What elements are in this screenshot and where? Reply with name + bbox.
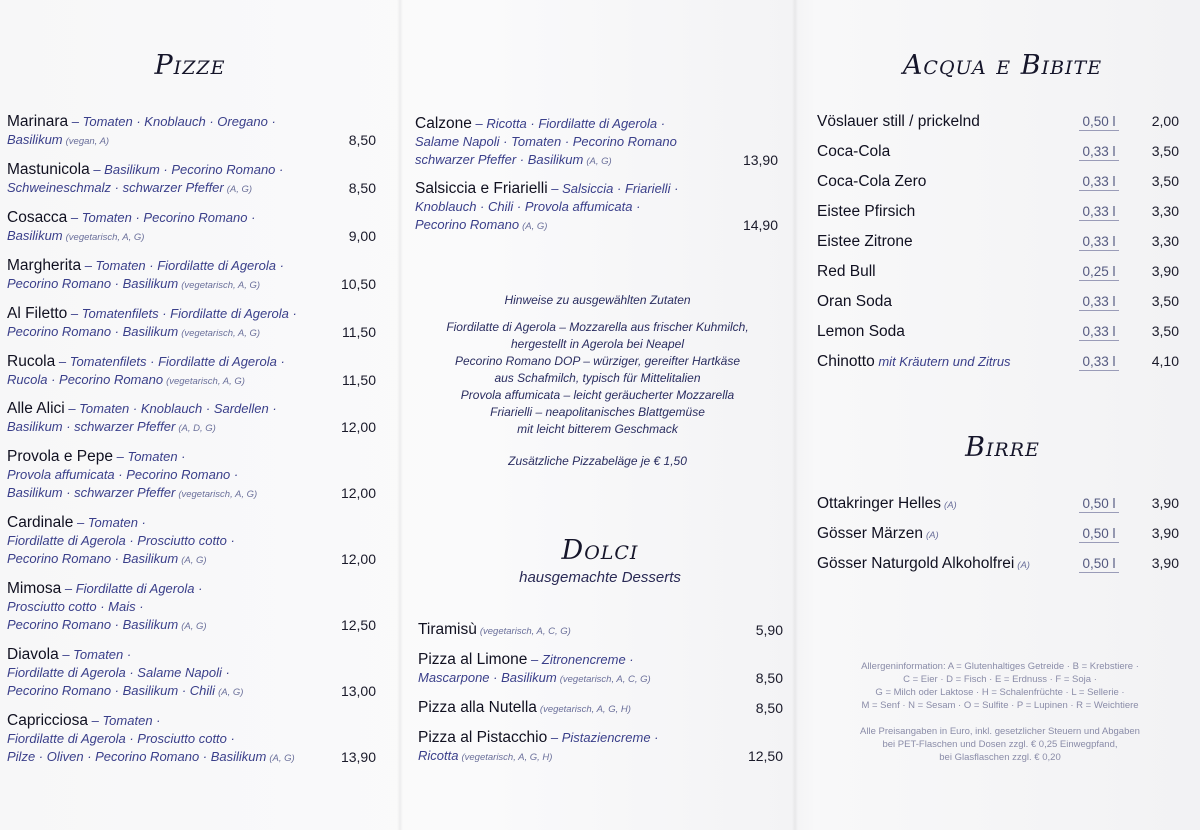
drink-name (817, 143, 890, 161)
menu-item-line (7, 748, 367, 768)
menu-item-name: Rucola (7, 353, 56, 370)
drink-price: 4,10 (1151, 353, 1179, 369)
extra-toppings-note: Zusätzliche Pizzabeläge je € 1,50 (508, 454, 687, 468)
menu-item-line (7, 616, 367, 636)
menu-item-line (7, 323, 367, 343)
menu-item-price: 12,00 (340, 485, 376, 501)
drink-price: 3,50 (1151, 293, 1179, 309)
menu-item (7, 113, 367, 151)
menu-item-name: Margherita (7, 257, 82, 274)
menu-item-price: 8,50 (755, 670, 783, 686)
menu-item-description: Pilze · Oliven · Pecorino Romano · Basilikum (7, 749, 267, 764)
menu-item-description: Provola affumicata · Pecorino Romano · (7, 467, 239, 482)
menu-item-price: 10,50 (340, 276, 376, 292)
menu-item (7, 305, 367, 343)
menu-item-description: – Basilikum · Pecorino Romano · (89, 162, 284, 177)
page-fold-left (397, 0, 403, 830)
drink-name-text: Ottakringer Helles (817, 495, 942, 512)
menu-item-description: Basilikum · schwarzer Pfeffer (7, 419, 176, 434)
menu-item-description: – Zitronencreme · (527, 652, 634, 667)
menu-item-name: Cosacca (7, 209, 68, 226)
menu-item-line (415, 180, 745, 198)
menu-item-line (7, 646, 367, 664)
menu-item-line (7, 682, 367, 702)
menu-item-allergens: (vegan, A) (65, 136, 110, 147)
menu-item-line (7, 466, 367, 484)
menu-item-allergens: (A, G) (218, 687, 244, 698)
drink-name (817, 113, 980, 131)
drink-price: 3,90 (1151, 525, 1179, 541)
menu-item-line (7, 227, 367, 247)
menu-item-line (7, 532, 367, 550)
drink-name-text: Gösser Naturgold Alkoholfrei (817, 555, 1015, 572)
menu-item-description: Pecorino Romano (415, 217, 520, 232)
allergen-info (820, 660, 1180, 712)
allergen-line: M = Senf · N = Sesam · O = Sulfite · P = Lupinen · R = Weichtiere (861, 700, 1139, 711)
drink-row (817, 143, 1179, 165)
menu-item-allergens: (vegetarisch, A, G, H) (539, 704, 631, 715)
drink-row (817, 233, 1179, 255)
menu-item-description: Knoblauch · Chili · Provola affumicata · (415, 199, 641, 214)
drink-name (817, 525, 939, 543)
menu-item-name: Salsiccia e Friarielli (415, 180, 548, 197)
drink-row (817, 173, 1179, 195)
menu-item-line (7, 209, 367, 227)
drink-note: mit Kräutern und Zitrus (874, 354, 1011, 369)
menu-item-line (7, 598, 367, 616)
menu-item-description: – Ricotta · Fiordilatte di Agerola · (471, 116, 666, 131)
drink-name-text: Gösser Märzen (817, 525, 923, 542)
menu-item-allergens: (A, G) (226, 184, 253, 195)
drink-name (817, 353, 1011, 371)
menu-item-price: 8,50 (348, 132, 376, 148)
menu-item-name: Pizza al Pistacchio (418, 729, 548, 746)
drink-row (817, 495, 1179, 517)
menu-item-name: Al Filetto (7, 305, 68, 322)
menu-item-allergens: (vegetarisch, A, C, G) (559, 674, 651, 685)
menu-item-description: Basilikum · schwarzer Pfeffer (7, 485, 176, 500)
menu-item-line (7, 712, 367, 730)
drink-volume: 0,33 l (1079, 204, 1119, 221)
menu-item-allergens: (vegetarisch, A, G) (65, 232, 145, 243)
menu-item-line (418, 669, 758, 689)
menu-item (7, 353, 367, 391)
menu-item-name: Mimosa (7, 580, 62, 597)
menu-item-allergens: (vegetarisch, A, G) (166, 376, 245, 387)
menu-item-line (7, 484, 367, 504)
menu-item-price: 11,50 (342, 372, 376, 388)
menu-item-name: Alle Alici (7, 400, 65, 417)
menu-item-description: Prosciutto cotto · Mais · (7, 599, 144, 614)
menu-item (7, 712, 367, 768)
drink-volume: 0,50 l (1079, 556, 1119, 573)
menu-item-name: Calzone (415, 115, 472, 132)
menu-item-description: Fiordilatte di Agerola · Prosciutto cotto · (7, 731, 235, 746)
menu-item-line (418, 747, 758, 767)
menu-item-description: – Pistaziencreme · (547, 730, 659, 745)
menu-item-description: – Tomaten · Knoblauch · Oregano · (68, 114, 276, 129)
menu-item-line (415, 133, 745, 151)
menu-item-line (7, 353, 367, 371)
menu-item-description: Salame Napoli · Tomaten · Pecorino Romano (415, 134, 677, 149)
menu-item-price: 13,90 (340, 749, 376, 765)
menu-item-line (415, 151, 745, 171)
menu-item-line (418, 651, 758, 669)
menu-item-allergens: (vegetarisch, A, G) (178, 489, 258, 500)
menu-item-line (7, 400, 367, 418)
menu-item-line (7, 161, 367, 179)
menu-item-description: – Tomaten · (113, 449, 186, 464)
drink-price: 3,90 (1151, 495, 1179, 511)
ingredient-notes-title: Hinweise zu ausgewählten Zutaten (504, 293, 691, 307)
price-info-line: bei PET-Flaschen und Dosen zzgl. € 0,25 Einwegpfand, (882, 739, 1118, 750)
menu-item-description: – Fiordilatte di Agerola · (61, 581, 203, 596)
drink-name-text: Lemon Soda (817, 323, 905, 340)
menu-item-line (415, 216, 745, 236)
menu-item-line (7, 448, 367, 466)
menu-item-line (7, 514, 367, 532)
menu-item-description: – Tomaten · (73, 515, 146, 530)
drink-row (817, 555, 1179, 577)
menu-item-name: Mastunicola (7, 161, 90, 178)
menu-item-allergens: (vegetarisch, A, G, H) (461, 752, 553, 763)
menu-item-price: 12,00 (340, 551, 376, 567)
drink-row (817, 323, 1179, 345)
menu-item (7, 257, 367, 295)
allergen-line: G = Milch oder Laktose · H = Schalenfrüchte · L = Sellerie · (875, 687, 1125, 698)
menu-item-description: – Tomaten · (87, 713, 161, 728)
menu-item-name: Capricciosa (7, 712, 88, 729)
ingredient-note-line: Fiordilatte di Agerola – Mozzarella aus frischer Kuhmilch, (446, 320, 749, 334)
drink-name (817, 495, 957, 513)
drink-volume: 0,33 l (1079, 144, 1119, 161)
menu-item-line (7, 550, 367, 570)
menu-item-description: Rucola · Pecorino Romano (7, 372, 164, 387)
page-fold-right (792, 0, 798, 830)
menu-item-line (7, 580, 367, 598)
menu-item (7, 448, 367, 504)
menu-item-line (418, 621, 758, 641)
menu-item-line (7, 305, 367, 323)
menu-item (418, 699, 758, 719)
drink-price: 2,00 (1151, 113, 1179, 129)
drink-row (817, 203, 1179, 225)
menu-item-price: 12,50 (747, 748, 783, 764)
drink-name (817, 173, 926, 191)
drink-price: 3,50 (1151, 323, 1179, 339)
menu-item-price: 5,90 (755, 622, 783, 638)
drink-name-text: Oran Soda (817, 293, 892, 310)
menu-item-price: 8,50 (348, 180, 376, 196)
drink-name-text: Vöslauer still / prickelnd (817, 113, 980, 130)
menu-item-description: Fiordilatte di Agerola · Salame Napoli · (7, 665, 230, 680)
drink-price: 3,90 (1151, 555, 1179, 571)
menu-item-line (7, 371, 367, 391)
menu-item (7, 580, 367, 636)
drink-row (817, 293, 1179, 315)
allergen-line: C = Eier · D = Fisch · E = Erdnuss · F = Soja · (903, 674, 1097, 685)
ingredient-note-line: mit leicht bitterem Geschmack (517, 422, 678, 436)
menu-item-description: Basilikum (7, 228, 63, 243)
menu-item-allergens: (vegetarisch, A, C, G) (479, 626, 571, 637)
drink-volume: 0,33 l (1079, 234, 1119, 251)
menu-item-allergens: (A, G) (269, 753, 295, 764)
menu-item (7, 209, 367, 247)
menu-item-description: – Tomaten · Fiordilatte di Agerola · (81, 258, 284, 273)
menu-item (7, 514, 367, 570)
drink-name-text: Coca-Cola Zero (817, 173, 927, 190)
birre-heading: Birre (965, 432, 1040, 463)
drink-name (817, 323, 905, 341)
drink-volume: 0,33 l (1079, 354, 1119, 371)
menu-item-line (418, 729, 758, 747)
drink-name-text: Eistee Zitrone (817, 233, 913, 250)
menu-item-description: Mascarpone · Basilikum (418, 670, 557, 685)
menu-item-line (7, 179, 367, 199)
menu-item-name: Pizza al Limone (418, 651, 528, 668)
menu-item (7, 646, 367, 702)
menu-item-line (7, 275, 367, 295)
menu-item (7, 400, 367, 438)
drink-volume: 0,50 l (1079, 526, 1119, 543)
menu-item-line (415, 198, 745, 216)
ingredient-note-line: hergestellt in Agerola bei Neapel (511, 337, 684, 351)
menu-item-price: 12,00 (340, 419, 376, 435)
price-info-line: Alle Preisangaben in Euro, inkl. gesetzlicher Steuern und Abgaben (860, 726, 1140, 737)
menu-item-description: Fiordilatte di Agerola · Prosciutto cotto · (7, 533, 235, 548)
drink-name (817, 555, 1030, 573)
menu-item-line (418, 699, 758, 719)
menu-item-name: Pizza alla Nutella (418, 699, 537, 716)
drink-name-text: Red Bull (817, 263, 876, 280)
menu-item-price: 11,50 (342, 324, 376, 340)
drink-price: 3,50 (1151, 173, 1179, 189)
menu-item-name: Tiramisù (418, 621, 477, 638)
drink-volume: 0,33 l (1079, 324, 1119, 341)
menu-item-allergens: (A, G) (522, 221, 548, 232)
menu-item-description: – Tomaten · (58, 647, 132, 662)
menu-item (7, 161, 367, 199)
drink-row (817, 113, 1179, 135)
menu-item (418, 651, 758, 689)
ingredient-note-line: Pecorino Romano DOP – würziger, gereifter Hartkäse (454, 354, 740, 368)
menu-item-price: 9,00 (348, 228, 376, 244)
menu-item-line (7, 257, 367, 275)
drink-price: 3,30 (1151, 233, 1179, 249)
menu-item-name: Cardinale (7, 514, 74, 531)
menu-item-line (7, 113, 367, 131)
drink-volume: 0,33 l (1079, 294, 1119, 311)
drink-allergens: (A) (925, 530, 939, 541)
drink-volume: 0,50 l (1079, 496, 1119, 513)
menu-item-price: 8,50 (755, 700, 783, 716)
menu-item-allergens: (A, G) (181, 621, 207, 632)
menu-item-description: Ricotta (418, 748, 459, 763)
drink-allergens: (A) (944, 500, 957, 511)
menu-item-allergens: (A, G) (586, 156, 612, 167)
price-info (820, 725, 1180, 764)
ingredient-note-line: aus Schafmilch, typisch für Mittelitalien (494, 371, 701, 385)
drink-price: 3,50 (1151, 143, 1179, 159)
menu-item (415, 180, 745, 236)
drink-name (817, 263, 876, 281)
menu-item-description: Pecorino Romano · Basilikum (7, 276, 179, 291)
menu-item (418, 621, 758, 641)
menu-item (415, 115, 745, 171)
drink-name (817, 233, 913, 251)
menu-item-price: 12,50 (340, 617, 376, 633)
menu-item-description: Pecorino Romano · Basilikum (7, 617, 179, 632)
drink-name-text: Eistee Pfirsich (817, 203, 916, 220)
drink-row (817, 525, 1179, 547)
menu-item-description: schwarzer Pfeffer · Basilikum (415, 152, 584, 167)
allergen-line: Allergeninformation: A = Glutenhaltiges Getreide · B = Krebstiere · (861, 661, 1139, 672)
menu-item-description: – Salsiccia · Friarielli · (547, 181, 679, 196)
dolci-heading: Dolci (561, 535, 639, 566)
menu-item-allergens: (A, D, G) (178, 423, 216, 434)
menu-item-line (7, 418, 367, 438)
ingredient-note-line: Provola affumicata – leicht geräucherter Mozzarella (460, 388, 735, 402)
menu-item-name: Diavola (7, 646, 59, 663)
drinks-heading: Acqua e Bibite (902, 50, 1103, 81)
drink-name-text: Chinotto (817, 353, 875, 370)
menu-item (418, 729, 758, 767)
drink-volume: 0,33 l (1079, 174, 1119, 191)
menu-item-allergens: (vegetarisch, A, G) (181, 280, 261, 291)
menu-item-description: – Tomatenfilets · Fiordilatte di Agerola · (67, 306, 297, 321)
menu-item-allergens: (vegetarisch, A, G) (181, 328, 261, 339)
menu-item-line (7, 664, 367, 682)
menu-item-price: 13,90 (742, 152, 778, 168)
menu-item-price: 14,90 (742, 217, 778, 233)
menu-item-line (415, 115, 745, 133)
menu-item-description: Pecorino Romano · Basilikum (7, 551, 179, 566)
menu-item-name: Provola e Pepe (7, 448, 113, 465)
ingredient-note-line: Friarielli – neapolitanisches Blattgemüse (490, 405, 705, 419)
menu-item-allergens: (A, G) (181, 555, 207, 566)
drink-allergens: (A) (1017, 560, 1030, 571)
drink-volume: 0,50 l (1079, 114, 1119, 131)
menu-item-description: Pecorino Romano · Basilikum · Chili (7, 683, 216, 698)
drink-name-text: Coca-Cola (817, 143, 891, 160)
menu-item-description: – Tomaten · Pecorino Romano · (67, 210, 256, 225)
dolci-subheading: hausgemachte Desserts (519, 569, 681, 586)
drink-row (817, 353, 1179, 375)
drink-price: 3,90 (1151, 263, 1179, 279)
menu-item-description: Basilikum (7, 132, 63, 147)
menu-item-price: 13,00 (340, 683, 376, 699)
menu-item-description: – Tomaten · Knoblauch · Sardellen · (64, 401, 277, 416)
ingredient-notes (410, 319, 785, 438)
menu-item-description: Pecorino Romano · Basilikum (7, 324, 179, 339)
drink-volume: 0,25 l (1079, 264, 1119, 281)
drink-name (817, 203, 915, 221)
drink-row (817, 263, 1179, 285)
menu-item-name: Marinara (7, 113, 69, 130)
menu-item-description: Schweineschmalz · schwarzer Pfeffer (7, 180, 224, 195)
menu-item-line (7, 131, 367, 151)
price-info-line: bei Glasflaschen zzgl. € 0,20 (939, 752, 1061, 763)
drink-price: 3,30 (1151, 203, 1179, 219)
menu-item-description: – Tomatenfilets · Fiordilatte di Agerola · (55, 354, 285, 369)
drink-name (817, 293, 892, 311)
menu-item-line (7, 730, 367, 748)
pizze-heading: Pizze (154, 50, 226, 81)
